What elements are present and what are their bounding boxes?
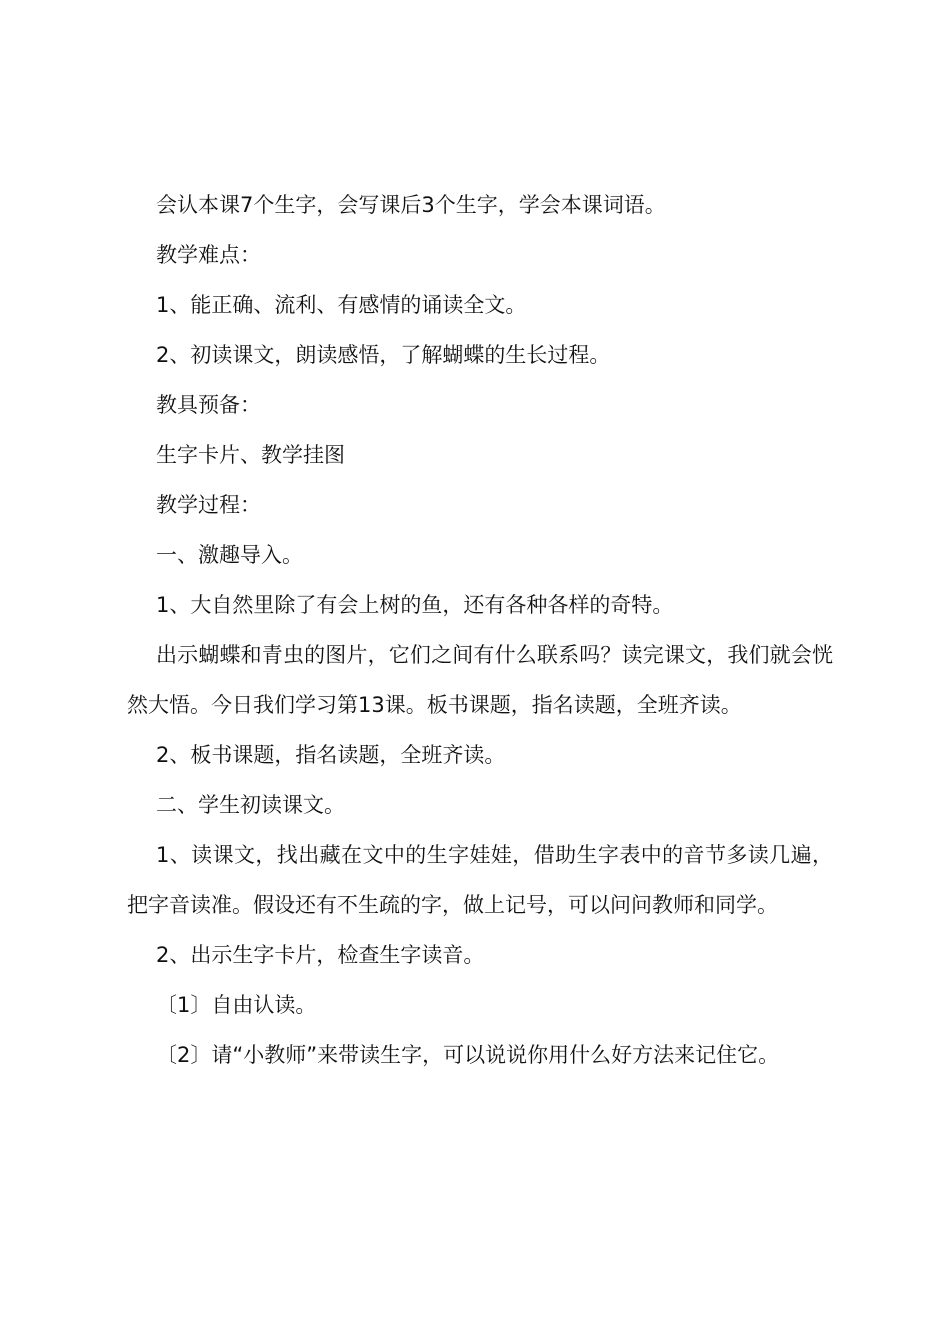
document-body [127, 180, 833, 1080]
paragraph-difficulty-1: 1、能正确、流利、有感情的诵读全文。 [156, 293, 527, 317]
paragraph-sub-item-2: 〔2〕请“小教师”来带读生字，可以说说你用什么好方法来记住它。 [156, 1043, 780, 1067]
paragraph-difficulty-2: 2、初读课文，朗读感悟，了解蝴蝶的生长过程。 [156, 343, 611, 367]
paragraph-section-1-item-2: 2、板书课题，指名读题，全班齐读。 [156, 743, 506, 767]
paragraph-teaching-aids: 生字卡片、教学挂图 [156, 443, 345, 467]
paragraph-show-pictures: 出示蝴蝶和青虫的图片，它们之间有什么联系吗？读完课文，我们就会恍然大悟。今日我们学习第13课。板书课题，指名读题，全班齐读。 [127, 643, 833, 717]
paragraph-section-2-item-1: 1、读课文，找出藏在文中的生字娃娃，借助生字表中的音节多读几遍，把字音读准。假设还有不生疏的字，做上记号，可以问问教师和同学。 [127, 843, 833, 917]
paragraph-section-2-item-2: 2、出示生字卡片，检查生字读音。 [156, 943, 485, 967]
heading-teaching-aids: 教具预备： [156, 393, 261, 417]
heading-section-1: 一、激趣导入。 [156, 543, 303, 567]
paragraph-sub-item-1: 〔1〕自由认读。 [156, 993, 317, 1017]
heading-teaching-process: 教学过程： [156, 493, 261, 517]
heading-section-2: 二、学生初读课文。 [156, 793, 345, 817]
paragraph-section-1-item-1: 1、大自然里除了有会上树的鱼，还有各种各样的奇特。 [156, 593, 674, 617]
paragraph-goal-characters: 会认本课7个生字，会写课后3个生字，学会本课词语。 [156, 193, 666, 217]
heading-teaching-difficulties: 教学难点： [156, 243, 261, 267]
